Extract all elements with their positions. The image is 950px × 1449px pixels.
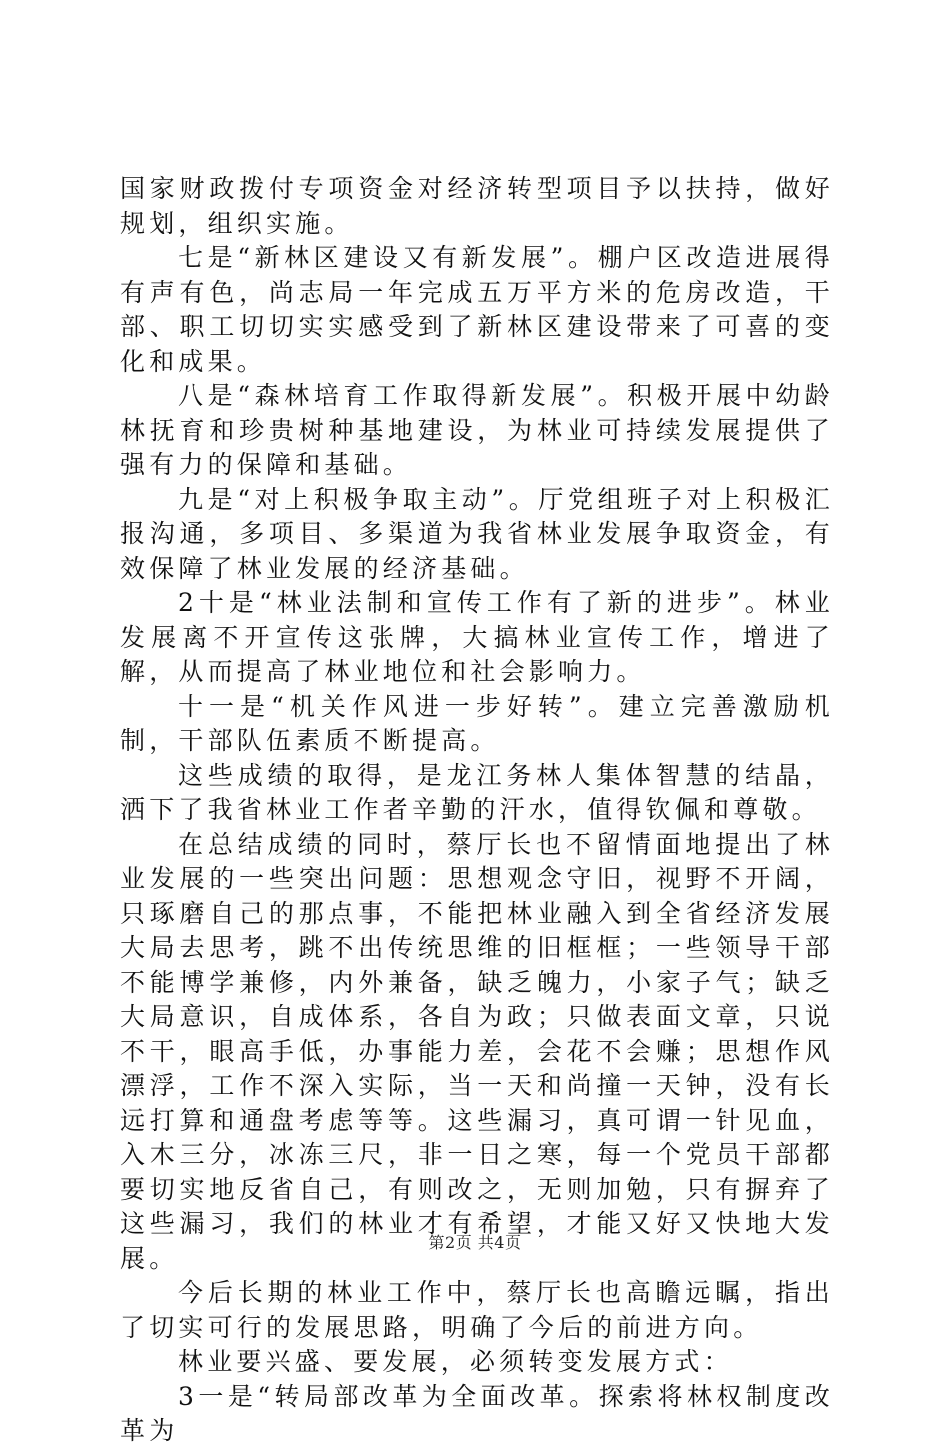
paragraph: 七是“新林区建设又有新发展”。棚户区改造进展得有声有色，尚志局一年完成五万平方米的危房改造，干部、职工切切实实感受到了新林区建设带来了可喜的变化和成果。 [120, 243, 834, 376]
paragraph: 十一是“机关作风进一步好转”。建立完善激励机制，干部队伍素质不断提高。 [120, 691, 834, 755]
paragraph: 林业要兴盛、要发展，必须转变发展方式： [178, 1347, 733, 1376]
document-body [120, 172, 834, 1449]
paragraph: 九是“对上积极争取主动”。厅党组班子对上积极汇报沟通，多项目、多渠道为我省林业发展争取资金，有效保障了林业发展的经济基础。 [120, 484, 834, 583]
paragraph: 八是“森林培育工作取得新发展”。积极开展中幼龄林抚育和珍贵树种基地建设，为林业可持续发展提供了强有力的保障和基础。 [120, 381, 834, 479]
paragraph: 国家财政拨付专项资金对经济转型项目予以扶持，做好规划，组织实施。 [120, 174, 834, 238]
paragraph: 3一是“转局部改革为全面改革。探索将林权制度改革为 [120, 1381, 834, 1445]
paragraph: 2十是“林业法制和宣传工作有了新的进步”。林业发展离不开宣传这张牌，大搞林业宣传工作，增进了解，从而提高了林业地位和社会影响力。 [120, 588, 834, 686]
page-number-footer: 第2页 共4页 [428, 1233, 522, 1252]
paragraph: 今后长期的林业工作中，蔡厅长也高瞻远瞩，指出了切实可行的发展思路，明确了今后的前进方向。 [120, 1278, 834, 1342]
paragraph: 在总结成绩的同时，蔡厅长也不留情面地提出了林业发展的一些突出问题：思想观念守旧，视野不开阔，只琢磨自己的那点事，不能把林业融入到全省经济发展大局去思考，跳不出传统思维的旧框框；一些领导干部不能博学兼修，内外兼备，缺乏魄力，小家子气；缺乏大局意识，自成体系，各自为政；只做表面文章，只说不干，眼高手低，办事能力差，会花不会赚；思想作风漂浮，工作不深入实际，当一天和尚撞一天钟，没有长远打算和通盘考虑等等。这些漏习，真可谓一针见血，入木三分，冰冻三尺，非一日之寒，每一个党员干部都要切实地反省自己，有则改之，无则加勉，只有摒弃了这些漏习，我们的林业才有希望，才能又好又快地大发展。 [120, 829, 834, 1273]
paragraph: 这些成绩的取得，是龙江务林人集体智慧的结晶，洒下了我省林业工作者辛勤的汗水，值得钦佩和尊敬。 [120, 760, 834, 824]
